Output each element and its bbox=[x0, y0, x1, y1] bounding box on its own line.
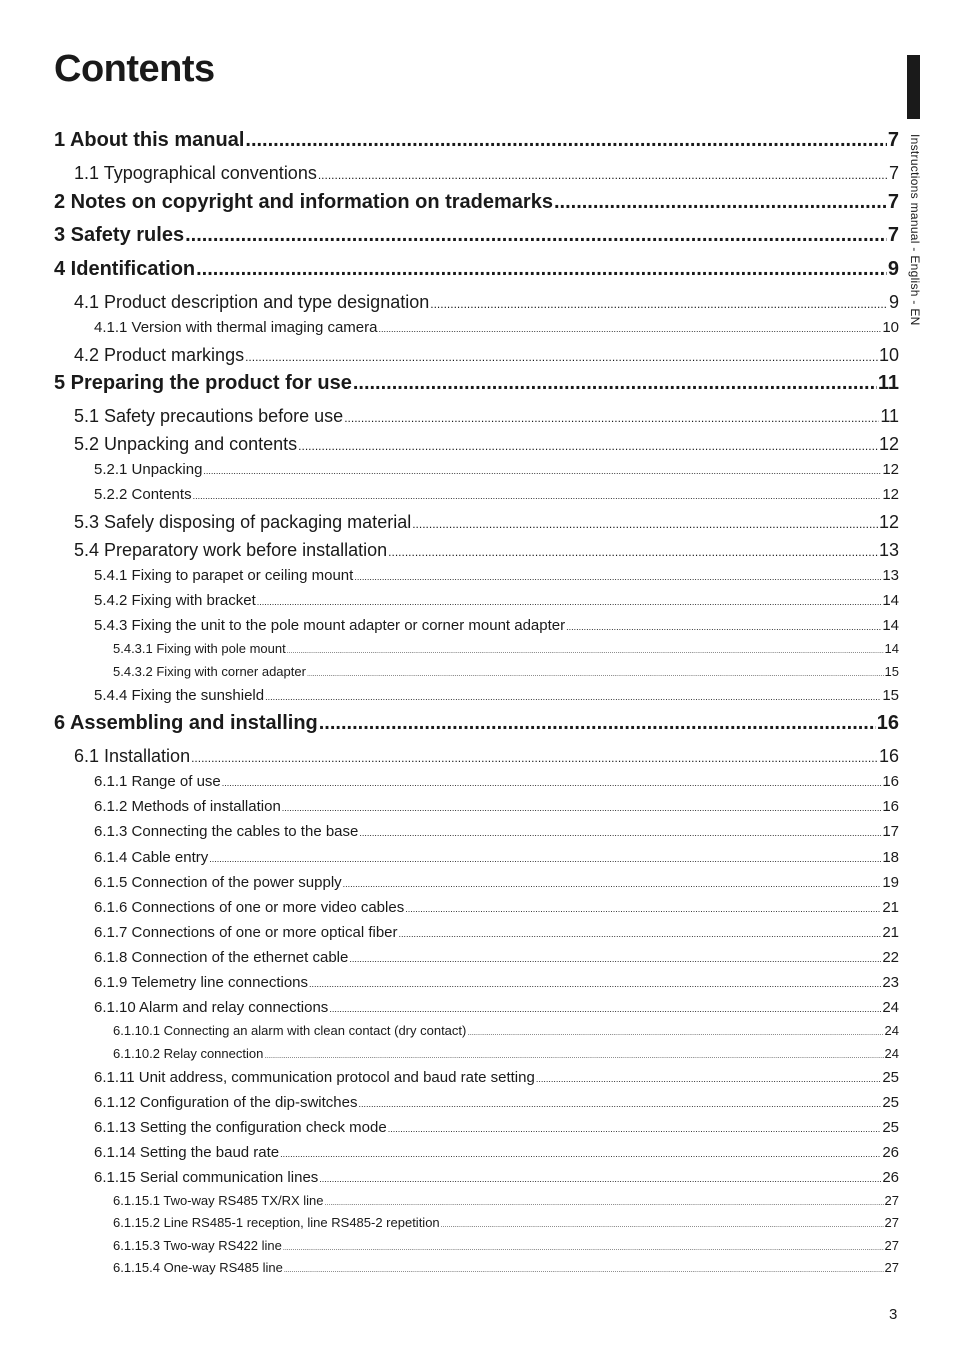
toc-entry[interactable] bbox=[94, 461, 899, 478]
toc-entry-title: 6.1.12 Configuration of the dip-switches bbox=[94, 1094, 358, 1111]
toc-entry-title: 4 Identification bbox=[54, 258, 196, 280]
toc-entry-page: 16 bbox=[878, 746, 899, 766]
toc-entry[interactable] bbox=[94, 592, 899, 609]
toc-dot-leader bbox=[196, 258, 887, 281]
toc-entry-page: 24 bbox=[884, 1023, 899, 1038]
toc-entry-title: 5.4.4 Fixing the sunshield bbox=[94, 687, 265, 704]
toc-entry[interactable] bbox=[94, 899, 899, 916]
toc-entry-title: 6.1.8 Connection of the ethernet cable bbox=[94, 949, 349, 966]
toc-dot-leader bbox=[344, 411, 879, 425]
toc-entry-page: 9 bbox=[888, 292, 899, 312]
toc-entry[interactable] bbox=[54, 224, 899, 247]
toc-entry-page: 18 bbox=[882, 849, 899, 866]
toc-entry-page: 21 bbox=[882, 899, 899, 916]
toc-entry[interactable] bbox=[94, 1094, 899, 1111]
toc-entry-title: 3 Safety rules bbox=[54, 224, 185, 246]
toc-dot-leader bbox=[319, 712, 876, 735]
toc-entry-page: 7 bbox=[887, 224, 899, 246]
toc-entry[interactable] bbox=[94, 924, 899, 941]
toc-dot-leader bbox=[359, 828, 881, 838]
toc-entry-page: 27 bbox=[884, 1193, 899, 1208]
toc-entry-title: 5.2.1 Unpacking bbox=[94, 461, 203, 478]
toc-entry-page: 17 bbox=[882, 823, 899, 840]
toc-entry-title: 6.1.15.4 One-way RS485 line bbox=[113, 1260, 283, 1275]
toc-entry-title: 6.1.4 Cable entry bbox=[94, 849, 209, 866]
toc-dot-leader bbox=[388, 545, 878, 559]
toc-entry[interactable] bbox=[113, 641, 899, 656]
toc-dot-leader bbox=[399, 929, 882, 939]
toc-entry-page: 7 bbox=[887, 129, 899, 151]
toc-dot-leader bbox=[298, 439, 878, 453]
toc-dot-leader bbox=[203, 466, 881, 476]
toc-entry-title: 4.1 Product description and type designation bbox=[74, 292, 430, 312]
toc-dot-leader bbox=[307, 671, 884, 678]
toc-entry[interactable] bbox=[94, 486, 899, 503]
toc-entry-title: 6.1.10.2 Relay connection bbox=[113, 1046, 264, 1061]
toc-dot-leader bbox=[405, 904, 881, 914]
toc-dot-leader bbox=[329, 1004, 881, 1014]
toc-entry[interactable] bbox=[54, 258, 899, 281]
toc-entry-page: 12 bbox=[878, 512, 899, 532]
toc-entry-title: 2 Notes on copyright and information on trademarks bbox=[54, 191, 553, 213]
side-running-header: Instructions manual - English - EN bbox=[908, 134, 922, 326]
toc-entry-title: 6.1.15.2 Line RS485-1 reception, line RS485-2 repetition bbox=[113, 1215, 440, 1230]
toc-entry-title: 6.1.15.3 Two-way RS422 line bbox=[113, 1238, 282, 1253]
toc-entry-page: 7 bbox=[888, 163, 899, 183]
toc-entry-title: 1.1 Typographical conventions bbox=[74, 163, 317, 183]
toc-entry-title: 6.1.13 Setting the configuration check mode bbox=[94, 1119, 387, 1136]
toc-entry-title: 6.1.1 Range of use bbox=[94, 773, 221, 790]
toc-dot-leader bbox=[319, 1174, 881, 1184]
toc-entry-title: 6.1.5 Connection of the power supply bbox=[94, 874, 342, 891]
toc-entry-page: 23 bbox=[882, 974, 899, 991]
toc-entry-title: 5.4.2 Fixing with bracket bbox=[94, 592, 256, 609]
toc-entry[interactable] bbox=[54, 372, 899, 395]
toc-dot-leader bbox=[359, 1099, 882, 1109]
toc-entry-title: 5.4.3 Fixing the unit to the pole mount adapter or corner mount adapter bbox=[94, 617, 566, 634]
toc-entry-page: 12 bbox=[882, 486, 899, 503]
toc-entry-title: 4.1.1 Version with thermal imaging camera bbox=[94, 319, 378, 336]
toc-entry-page: 7 bbox=[887, 191, 899, 213]
toc-entry-page: 12 bbox=[878, 434, 899, 454]
toc-dot-leader bbox=[287, 648, 884, 655]
toc-entry-page: 10 bbox=[882, 319, 899, 336]
toc-dot-leader bbox=[283, 1245, 884, 1252]
toc-entry-page: 10 bbox=[878, 345, 899, 365]
toc-entry-page: 22 bbox=[882, 949, 899, 966]
toc-entry-page: 14 bbox=[882, 592, 899, 609]
toc-entry-page: 25 bbox=[882, 1119, 899, 1136]
toc-entry-page: 11 bbox=[877, 372, 899, 394]
toc-entry-title: 6.1.15.1 Two-way RS485 TX/RX line bbox=[113, 1193, 324, 1208]
toc-entry[interactable] bbox=[113, 1260, 899, 1275]
toc-entry-page: 25 bbox=[882, 1069, 899, 1086]
toc-entry-page: 21 bbox=[882, 924, 899, 941]
toc-dot-leader bbox=[282, 803, 882, 813]
toc-dot-leader bbox=[353, 372, 877, 395]
toc-entry[interactable] bbox=[94, 999, 899, 1016]
toc-entry-title: 6.1.3 Connecting the cables to the base bbox=[94, 823, 359, 840]
toc-entry-page: 15 bbox=[882, 687, 899, 704]
toc-entry[interactable] bbox=[94, 687, 899, 704]
toc-dot-leader bbox=[318, 168, 888, 182]
toc-dot-leader bbox=[412, 517, 878, 531]
toc-dot-leader bbox=[349, 954, 881, 964]
toc-entry-title: 6.1 Installation bbox=[74, 746, 191, 766]
toc-entry-title: 5.4.3.1 Fixing with pole mount bbox=[113, 641, 286, 656]
toc-entry[interactable] bbox=[113, 1238, 899, 1253]
toc-entry[interactable] bbox=[94, 1119, 899, 1136]
toc-entry[interactable] bbox=[74, 746, 899, 767]
toc-entry[interactable] bbox=[94, 567, 899, 584]
toc-entry-title: 5.1 Safety precautions before use bbox=[74, 406, 344, 426]
toc-dot-leader bbox=[185, 224, 887, 247]
toc-entry-title: 6.1.11 Unit address, communication protocol and baud rate setting bbox=[94, 1069, 535, 1086]
toc-entry-title: 5 Preparing the product for use bbox=[54, 372, 352, 394]
toc-entry[interactable] bbox=[94, 1169, 899, 1186]
toc-entry-page: 14 bbox=[884, 641, 899, 656]
toc-dot-leader bbox=[467, 1030, 883, 1037]
toc-entry-title: 6 Assembling and installing bbox=[54, 712, 318, 734]
toc-entry[interactable] bbox=[113, 1023, 899, 1038]
toc-entry-title: 6.1.6 Connections of one or more video cables bbox=[94, 899, 405, 916]
toc-entry-page: 14 bbox=[882, 617, 899, 634]
toc-entry-page: 12 bbox=[882, 461, 899, 478]
toc-entry[interactable] bbox=[94, 1144, 899, 1161]
toc-entry-page: 9 bbox=[887, 258, 899, 280]
toc-entry[interactable] bbox=[74, 512, 899, 533]
toc-dot-leader bbox=[264, 1053, 883, 1060]
toc-entry[interactable] bbox=[113, 1215, 899, 1230]
toc-entry-page: 27 bbox=[884, 1260, 899, 1275]
toc-dot-leader bbox=[191, 751, 878, 765]
toc-entry-title: 5.4 Preparatory work before installation bbox=[74, 540, 388, 560]
toc-entry-page: 27 bbox=[884, 1215, 899, 1230]
toc-entry-page: 24 bbox=[884, 1046, 899, 1061]
page-number: 3 bbox=[889, 1306, 898, 1323]
toc-entry-title: 6.1.15 Serial communication lines bbox=[94, 1169, 319, 1186]
toc-entry-title: 4.2 Product markings bbox=[74, 345, 245, 365]
toc-entry-page: 13 bbox=[878, 540, 899, 560]
toc-entry[interactable] bbox=[94, 773, 899, 790]
toc-entry[interactable] bbox=[94, 974, 899, 991]
toc-entry-page: 11 bbox=[880, 406, 899, 426]
toc-entry[interactable] bbox=[74, 345, 899, 366]
toc-entry-title: 5.4.3.2 Fixing with corner adapter bbox=[113, 664, 306, 679]
toc-entry-title: 5.2 Unpacking and contents bbox=[74, 434, 298, 454]
toc-entry[interactable] bbox=[94, 874, 899, 891]
toc-dot-leader bbox=[388, 1124, 882, 1134]
toc-dot-leader bbox=[536, 1074, 881, 1084]
toc-entry-page: 24 bbox=[882, 999, 899, 1016]
toc-entry[interactable] bbox=[113, 664, 899, 679]
toc-dot-leader bbox=[325, 1200, 884, 1207]
toc-entry[interactable] bbox=[94, 617, 899, 634]
toc-entry[interactable] bbox=[94, 823, 899, 840]
toc-entry[interactable] bbox=[94, 319, 899, 336]
toc-entry[interactable] bbox=[74, 292, 899, 313]
toc-entry-page: 15 bbox=[884, 664, 899, 679]
toc-entry[interactable] bbox=[74, 434, 899, 455]
toc-dot-leader bbox=[280, 1149, 881, 1159]
toc-dot-leader bbox=[209, 854, 881, 864]
toc-dot-leader bbox=[284, 1267, 884, 1274]
toc-entry-page: 27 bbox=[884, 1238, 899, 1253]
toc-dot-leader bbox=[245, 129, 886, 152]
toc-entry-title: 1 About this manual bbox=[54, 129, 245, 151]
toc-entry[interactable] bbox=[94, 849, 899, 866]
toc-dot-leader bbox=[257, 597, 882, 607]
toc-dot-leader bbox=[343, 879, 882, 889]
toc-dot-leader bbox=[309, 979, 881, 989]
toc-dot-leader bbox=[354, 572, 881, 582]
toc-entry-page: 16 bbox=[882, 798, 899, 815]
toc-entry[interactable] bbox=[94, 1069, 899, 1086]
toc-entry-page: 16 bbox=[882, 773, 899, 790]
toc-entry-title: 6.1.10.1 Connecting an alarm with clean contact (dry contact) bbox=[113, 1023, 467, 1038]
toc-entry[interactable] bbox=[94, 949, 899, 966]
toc-dot-leader bbox=[222, 778, 882, 788]
toc-entry[interactable] bbox=[54, 191, 899, 214]
toc-entry-title: 5.3 Safely disposing of packaging material bbox=[74, 512, 412, 532]
toc-entry-title: 5.2.2 Contents bbox=[94, 486, 192, 503]
toc-entry[interactable] bbox=[113, 1193, 899, 1208]
page-title: Contents bbox=[54, 48, 215, 90]
toc-entry-title: 6.1.2 Methods of installation bbox=[94, 798, 281, 815]
toc-entry-title: 6.1.7 Connections of one or more optical fiber bbox=[94, 924, 398, 941]
toc-dot-leader bbox=[566, 622, 881, 632]
toc-entry-page: 25 bbox=[882, 1094, 899, 1111]
toc-dot-leader bbox=[265, 692, 881, 702]
toc-entry-page: 26 bbox=[882, 1169, 899, 1186]
toc-entry-title: 6.1.10 Alarm and relay connections bbox=[94, 999, 329, 1016]
toc-entry-page: 13 bbox=[882, 567, 899, 584]
toc-dot-leader bbox=[378, 324, 881, 334]
toc-entry-page: 19 bbox=[882, 874, 899, 891]
toc-dot-leader bbox=[441, 1222, 884, 1229]
toc-dot-leader bbox=[554, 191, 887, 214]
toc-entry-page: 26 bbox=[882, 1144, 899, 1161]
toc-entry[interactable] bbox=[74, 163, 899, 184]
toc-entry[interactable] bbox=[54, 712, 899, 735]
toc-entry[interactable] bbox=[74, 540, 899, 561]
toc-entry-title: 6.1.9 Telemetry line connections bbox=[94, 974, 309, 991]
toc-entry-page: 16 bbox=[876, 712, 899, 734]
toc-entry[interactable] bbox=[54, 129, 899, 152]
toc-entry[interactable] bbox=[94, 798, 899, 815]
toc-entry-title: 6.1.14 Setting the baud rate bbox=[94, 1144, 280, 1161]
toc-dot-leader bbox=[245, 350, 878, 364]
toc-entry-title: 5.4.1 Fixing to parapet or ceiling mount bbox=[94, 567, 354, 584]
toc-dot-leader bbox=[430, 297, 888, 311]
toc-entry[interactable] bbox=[74, 406, 899, 427]
toc-entry[interactable] bbox=[113, 1046, 899, 1061]
toc-dot-leader bbox=[193, 491, 882, 501]
